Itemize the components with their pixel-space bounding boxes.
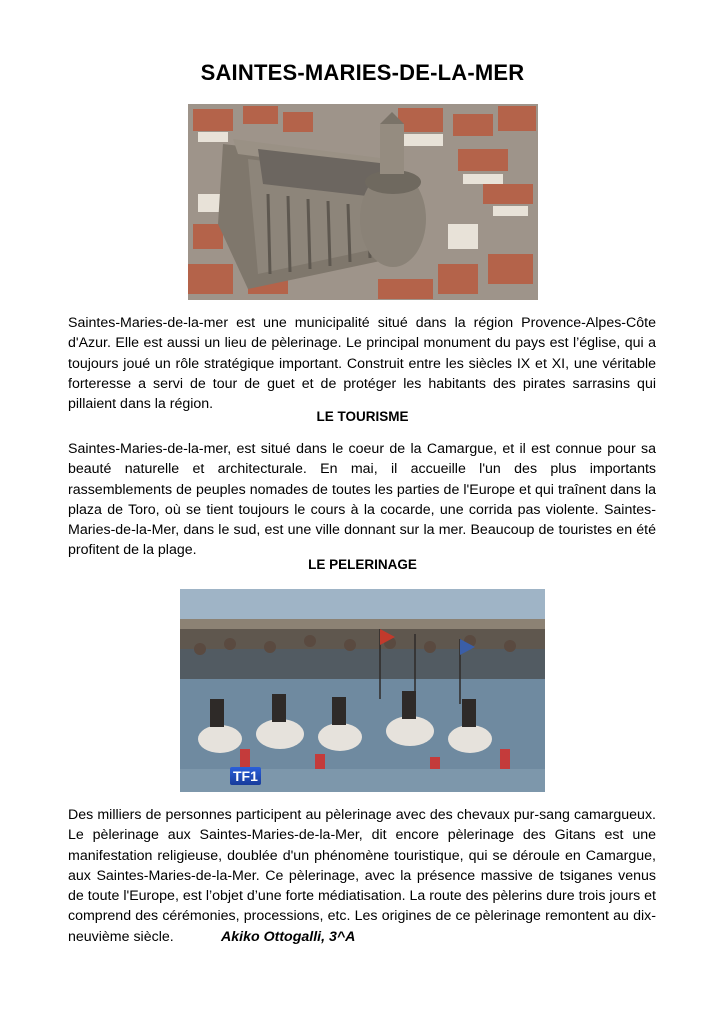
- tf1-watermark: TF1: [230, 767, 261, 785]
- pelerinage-paragraph: [68, 805, 656, 947]
- tourisme-paragraph: Saintes-Maries-de-la-mer, est situé dans le coeur de la Camargue, et il est connue pour sa beauté naturelle et architecturale. En mai, il accueille l'un des plus importants rassemblements de peuples nomades de toutes les parties de l'Europe et qui traînent dans la plaza de Toro, où se tient toujours le cours à la cocarde, une corrida pas violente. Saintes-Maries-de-la-Mer, dans le sud, est une ville donnant sur la mer. Beaucoup de touristes en été profitent de la plage.: [68, 441, 656, 559]
- intro-paragraph: Saintes-Maries-de-la-mer est une municipalité situé dans la région Provence-Alpes-Côte d'Azur. Elle est aussi un lieu de pèlerinage. Le principal monument du pays est l’église, qui a toujours joué un rôle stratégique important. Construit entre les siècles IX et XI, une véritable forteresse a servi de tour de guet et de protéger les habitants des pirates sarrasins qui pillaient dans la région.: [68, 315, 656, 413]
- page-title: SAINTES-MARIES-DE-LA-MER: [200, 60, 525, 85]
- section-heading-pelerinage: LE PELERINAGE: [308, 557, 417, 572]
- pelerinage-text: Des milliers de personnes participent au pèlerinage avec des chevaux pur-sang camargueux. Le pèlerinage aux Saintes-Maries-de-la-Mer, dit encore pèlerinage des Gitans est une manifestation religieuse, doublée d'un phénomène touristique, qui se déroule en Camargue, aux Saintes-Maries-de-la-Mer. Ce pèlerinage, avec la présence massive de tsiganes venus de toute l'Europe, est l’objet d’une forte médiatisation. La route des pèlerins dure trois jours et comprend des cérémonies, processions, etc. Les origines de ce pèlerinage remontent au dix-neuvième siècle.: [68, 807, 656, 945]
- church-aerial-photo: [188, 104, 538, 300]
- section-heading-tourisme: LE TOURISME: [316, 409, 409, 424]
- pilgrimage-photo: [180, 589, 545, 792]
- author-signature: Akiko Ottogalli, 3^A: [221, 928, 356, 945]
